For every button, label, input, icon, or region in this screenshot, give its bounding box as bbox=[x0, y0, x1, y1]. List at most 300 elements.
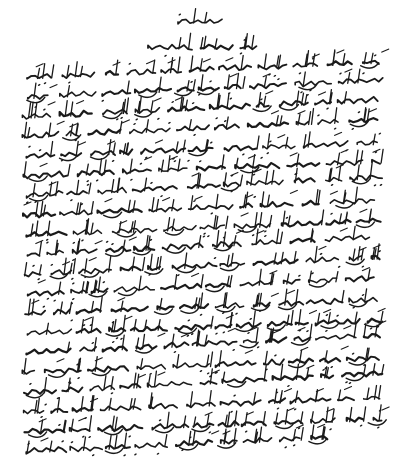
nib-stroke bbox=[271, 293, 278, 296]
manuscript-line-19 bbox=[274, 420, 302, 424]
nib-stroke bbox=[245, 350, 252, 353]
alif-stroke bbox=[120, 121, 122, 133]
ink-dot bbox=[317, 114, 320, 117]
manuscript-line-16 bbox=[173, 363, 209, 368]
ink-dot bbox=[199, 160, 202, 163]
manuscript-line-15 bbox=[193, 341, 237, 346]
manuscript-line-18 bbox=[24, 410, 44, 414]
manuscript-line-17 bbox=[222, 378, 266, 383]
alif-stroke bbox=[154, 371, 156, 387]
ink-dot bbox=[96, 179, 99, 182]
alif-stroke bbox=[57, 398, 59, 413]
alif-stroke bbox=[342, 291, 344, 303]
nib-stroke bbox=[370, 109, 377, 112]
ink-dot bbox=[50, 263, 53, 266]
manuscript-line-20 bbox=[311, 436, 327, 439]
alif-stroke bbox=[234, 236, 236, 246]
ink-dot bbox=[338, 265, 341, 268]
manuscript-line-3 bbox=[315, 100, 331, 105]
alif-stroke bbox=[201, 75, 203, 91]
manuscript-line-18 bbox=[73, 408, 93, 412]
manuscript-line-2 bbox=[295, 81, 331, 87]
ink-dot bbox=[326, 107, 329, 110]
alif-stroke bbox=[379, 386, 381, 399]
alif-stroke bbox=[115, 417, 117, 430]
ink-dot bbox=[336, 314, 339, 317]
alif-stroke bbox=[361, 151, 363, 164]
nib-stroke bbox=[341, 150, 348, 153]
alif-stroke bbox=[240, 175, 242, 186]
manuscript-line-20 bbox=[135, 443, 167, 448]
alif-stroke bbox=[139, 276, 141, 290]
nib-stroke bbox=[340, 228, 347, 231]
ink-dot bbox=[173, 160, 176, 163]
ink-dot bbox=[379, 184, 382, 187]
nib-stroke bbox=[79, 142, 86, 145]
alif-stroke bbox=[373, 134, 375, 145]
manuscript-line-15 bbox=[316, 334, 356, 339]
ink-dot bbox=[68, 81, 71, 84]
manuscript-line-19 bbox=[311, 418, 335, 423]
alif-stroke bbox=[365, 289, 367, 302]
ink-dot bbox=[298, 72, 301, 75]
ink-dot bbox=[230, 410, 233, 413]
ink-dot bbox=[58, 424, 61, 427]
manuscript-line-1 bbox=[190, 67, 214, 72]
manuscript-line-13 bbox=[112, 307, 148, 312]
ink-dot bbox=[91, 342, 94, 345]
ink-dot bbox=[187, 319, 190, 322]
manuscript-line-19 bbox=[152, 424, 188, 430]
manuscript-line-8 bbox=[149, 208, 181, 212]
ink-dot bbox=[88, 436, 91, 439]
manuscript-line-11 bbox=[306, 257, 338, 262]
alif-stroke bbox=[75, 62, 77, 77]
nib-stroke bbox=[203, 59, 210, 62]
alif-stroke bbox=[270, 216, 272, 227]
manuscript-line-12 bbox=[161, 284, 201, 289]
alif-stroke bbox=[381, 312, 383, 323]
ink-dot bbox=[81, 239, 84, 242]
ink-dot bbox=[264, 235, 267, 238]
ink-dot bbox=[128, 435, 131, 438]
nib-stroke bbox=[382, 407, 389, 410]
alif-stroke bbox=[150, 254, 152, 270]
ink-dot bbox=[134, 453, 137, 456]
manuscript-line-1 bbox=[258, 65, 286, 70]
ink-dot bbox=[29, 383, 32, 386]
manuscript-line-9 bbox=[200, 225, 224, 229]
ink-dot bbox=[285, 216, 288, 219]
ink-dot bbox=[361, 265, 364, 268]
manuscript-line-16 bbox=[289, 359, 313, 363]
manuscript-line-3 bbox=[210, 104, 250, 109]
alif-stroke bbox=[348, 73, 350, 84]
alif-stroke bbox=[357, 165, 359, 180]
manuscript-line-5 bbox=[91, 151, 115, 155]
manuscript-line-1 bbox=[127, 69, 155, 74]
manuscript-line-7 bbox=[133, 186, 177, 192]
alif-stroke bbox=[178, 57, 180, 72]
ink-dot bbox=[173, 351, 176, 354]
manuscript-line-6 bbox=[372, 160, 380, 164]
ink-dot bbox=[101, 99, 104, 102]
ink-dot bbox=[86, 180, 89, 183]
nib-stroke bbox=[360, 209, 367, 212]
manuscript-line-14 bbox=[268, 322, 292, 327]
alif-stroke bbox=[264, 54, 266, 68]
alif-stroke bbox=[126, 98, 128, 113]
alif-stroke bbox=[381, 149, 383, 163]
alif-stroke bbox=[227, 93, 229, 108]
alif-stroke bbox=[73, 259, 75, 274]
alif-stroke bbox=[266, 171, 268, 184]
invocation-handwriting bbox=[201, 45, 233, 50]
nib-stroke bbox=[147, 61, 154, 64]
alif-stroke bbox=[227, 75, 229, 89]
manuscript-line-1 bbox=[328, 61, 352, 65]
alif-stroke bbox=[201, 293, 203, 308]
alif-stroke bbox=[68, 164, 70, 175]
alif-stroke bbox=[114, 320, 116, 332]
ink-dot bbox=[70, 199, 73, 202]
manuscript-line-18 bbox=[338, 397, 354, 400]
ink-dot bbox=[330, 366, 333, 369]
manuscript-line-11 bbox=[121, 267, 141, 271]
nib-stroke bbox=[118, 298, 125, 301]
nib-stroke bbox=[129, 237, 136, 240]
ink-dot bbox=[158, 419, 161, 422]
ink-dot bbox=[293, 444, 296, 447]
alif-stroke bbox=[195, 298, 197, 309]
ink-dot bbox=[351, 128, 354, 131]
nib-stroke bbox=[378, 309, 385, 312]
alif-stroke bbox=[326, 407, 328, 422]
manuscript-line-5 bbox=[304, 141, 348, 148]
manuscript-line-8 bbox=[330, 199, 374, 204]
ink-dot bbox=[40, 416, 43, 419]
alif-stroke bbox=[131, 222, 133, 233]
ink-dot bbox=[330, 184, 333, 187]
bowl-stroke bbox=[181, 308, 199, 313]
alif-stroke bbox=[277, 229, 279, 243]
alif-stroke bbox=[265, 351, 267, 364]
manuscript-line-5 bbox=[225, 146, 257, 151]
alif-stroke bbox=[354, 324, 356, 338]
nib-stroke bbox=[95, 241, 102, 244]
ink-dot bbox=[207, 372, 210, 375]
nib-stroke bbox=[158, 333, 165, 336]
manuscript-line-8 bbox=[261, 202, 293, 207]
manuscript-line-3 bbox=[22, 114, 50, 120]
manuscript-line-6 bbox=[327, 160, 363, 165]
nib-stroke bbox=[310, 311, 317, 314]
nib-stroke bbox=[285, 389, 292, 392]
alif-stroke bbox=[344, 92, 346, 103]
manuscript-line-2 bbox=[250, 83, 286, 89]
manuscript-line-16 bbox=[320, 358, 340, 363]
manuscript-line-6 bbox=[123, 169, 151, 174]
nib-stroke bbox=[32, 300, 39, 303]
alif-stroke bbox=[243, 77, 245, 89]
manuscript-line-14 bbox=[216, 325, 232, 329]
alif-stroke bbox=[133, 221, 135, 232]
alif-stroke bbox=[113, 143, 115, 155]
manuscript-line-15 bbox=[364, 334, 380, 338]
ink-dot bbox=[156, 452, 159, 455]
manuscript-line-12 bbox=[284, 280, 300, 284]
alif-stroke bbox=[112, 180, 114, 193]
nib-stroke bbox=[195, 196, 202, 199]
alif-stroke bbox=[252, 36, 254, 50]
alif-stroke bbox=[297, 91, 299, 105]
alif-stroke bbox=[91, 202, 93, 214]
alif-stroke bbox=[364, 407, 366, 421]
ink-dot bbox=[329, 428, 332, 431]
alif-stroke bbox=[46, 323, 48, 334]
nib-stroke bbox=[50, 85, 57, 88]
manuscript-line-20 bbox=[280, 437, 300, 441]
ink-dot bbox=[325, 330, 328, 333]
manuscript-line-6 bbox=[159, 168, 187, 171]
alif-stroke bbox=[39, 242, 41, 256]
ink-dot bbox=[322, 368, 325, 371]
manuscript-line-15 bbox=[244, 340, 256, 343]
bowl-stroke bbox=[103, 113, 121, 118]
alif-stroke bbox=[27, 441, 29, 453]
ink-dot bbox=[111, 243, 114, 246]
nib-stroke bbox=[89, 258, 96, 261]
ink-dot bbox=[277, 78, 280, 81]
ink-dot bbox=[207, 235, 210, 238]
alif-stroke bbox=[89, 416, 91, 431]
ink-dot bbox=[284, 446, 287, 449]
manuscript-line-17 bbox=[342, 372, 382, 377]
alif-stroke bbox=[65, 101, 67, 117]
nib-stroke bbox=[122, 120, 129, 123]
alif-stroke bbox=[191, 196, 193, 210]
ink-dot bbox=[44, 403, 47, 406]
nib-stroke bbox=[79, 418, 86, 421]
ink-dot bbox=[306, 330, 309, 333]
nib-stroke bbox=[70, 124, 77, 127]
ink-dot bbox=[72, 241, 75, 244]
manuscript-line-4 bbox=[248, 122, 288, 127]
manuscript-line-20 bbox=[70, 446, 102, 451]
ink-dot bbox=[209, 80, 212, 83]
alif-stroke bbox=[358, 247, 360, 260]
manuscript-line-18 bbox=[51, 409, 67, 413]
bowl-stroke bbox=[167, 248, 185, 253]
manuscript-line-8 bbox=[189, 205, 233, 209]
manuscript-line-18 bbox=[101, 406, 141, 410]
ink-dot bbox=[229, 97, 232, 100]
alif-stroke bbox=[301, 428, 303, 441]
bowl-stroke bbox=[336, 203, 354, 208]
invocation-handwriting bbox=[148, 45, 192, 50]
manuscript-line-13 bbox=[54, 309, 70, 314]
alif-stroke bbox=[190, 392, 192, 407]
nib-stroke bbox=[156, 140, 163, 143]
ink-dot bbox=[38, 149, 41, 152]
manuscript-line-13 bbox=[307, 299, 343, 304]
manuscript-line-5 bbox=[61, 153, 81, 157]
ink-dot bbox=[164, 54, 167, 57]
manuscript-line-19 bbox=[70, 428, 90, 432]
nib-stroke bbox=[382, 49, 389, 52]
ink-dot bbox=[369, 327, 372, 330]
ink-dot bbox=[361, 294, 364, 297]
ink-dot bbox=[257, 346, 260, 349]
alif-stroke bbox=[76, 141, 78, 156]
ink-dot bbox=[37, 278, 40, 281]
manuscript-line-8 bbox=[98, 209, 142, 214]
alif-stroke bbox=[64, 258, 66, 274]
alif-stroke bbox=[76, 203, 78, 215]
ink-dot bbox=[348, 382, 351, 385]
manuscript-line-15 bbox=[27, 349, 71, 355]
manuscript-line-18 bbox=[149, 404, 177, 409]
alif-stroke bbox=[361, 249, 363, 260]
ink-dot bbox=[92, 454, 95, 457]
alif-stroke bbox=[28, 299, 30, 315]
nib-stroke bbox=[36, 64, 43, 67]
alif-stroke bbox=[315, 247, 317, 263]
manuscript-line-6 bbox=[287, 163, 319, 167]
alif-stroke bbox=[151, 101, 153, 112]
ink-dot bbox=[210, 141, 213, 144]
ink-dot bbox=[72, 282, 75, 285]
ink-dot bbox=[128, 62, 131, 65]
alif-stroke bbox=[336, 272, 338, 282]
ink-dot bbox=[112, 341, 115, 344]
ink-dot bbox=[177, 274, 180, 277]
ink-dot bbox=[171, 101, 174, 104]
alif-stroke bbox=[211, 352, 213, 367]
ink-dot bbox=[203, 232, 206, 235]
ink-dot bbox=[213, 257, 216, 260]
manuscript-line-7 bbox=[188, 185, 220, 189]
alif-stroke bbox=[339, 166, 341, 181]
nib-stroke bbox=[228, 328, 235, 331]
ink-dot bbox=[102, 281, 105, 284]
ink-dot bbox=[43, 108, 46, 111]
bowl-stroke bbox=[310, 282, 328, 287]
ink-dot bbox=[215, 117, 218, 120]
alif-stroke bbox=[201, 275, 203, 288]
ink-dot bbox=[273, 74, 276, 77]
nib-stroke bbox=[266, 91, 273, 94]
nib-stroke bbox=[344, 326, 351, 329]
ink-dot bbox=[377, 426, 380, 429]
alif-stroke bbox=[37, 398, 39, 413]
nib-stroke bbox=[105, 199, 112, 202]
manuscript-line-8 bbox=[23, 213, 55, 218]
nib-stroke bbox=[319, 92, 326, 95]
nib-stroke bbox=[38, 280, 45, 283]
alif-stroke bbox=[264, 77, 266, 88]
ink-dot bbox=[325, 314, 328, 317]
ink-dot bbox=[232, 349, 235, 352]
manuscript-line-20 bbox=[244, 438, 272, 443]
nib-stroke bbox=[77, 101, 84, 104]
ink-dot bbox=[157, 117, 160, 120]
manuscript-line-13 bbox=[180, 304, 208, 308]
alif-stroke bbox=[152, 198, 154, 212]
alif-stroke bbox=[364, 323, 366, 337]
ink-dot bbox=[111, 160, 114, 163]
nib-stroke bbox=[48, 102, 55, 105]
manuscript-line-13 bbox=[77, 309, 101, 314]
ink-dot bbox=[160, 195, 163, 198]
nib-stroke bbox=[57, 121, 64, 124]
bowl-stroke bbox=[321, 323, 339, 328]
nib-stroke bbox=[158, 372, 165, 375]
ink-dot bbox=[135, 118, 138, 121]
ink-dot bbox=[359, 424, 362, 427]
alif-stroke bbox=[116, 60, 118, 75]
ink-dot bbox=[120, 337, 123, 340]
manuscript-line-4 bbox=[89, 129, 121, 134]
alif-stroke bbox=[339, 390, 341, 401]
manuscript-line-10 bbox=[28, 253, 40, 256]
manuscript-line-10 bbox=[325, 236, 369, 242]
manuscript-line-11 bbox=[254, 259, 298, 265]
nib-stroke bbox=[278, 135, 285, 138]
alif-stroke bbox=[264, 366, 266, 382]
ink-dot bbox=[199, 313, 202, 316]
alif-stroke bbox=[25, 263, 27, 276]
nib-stroke bbox=[290, 190, 297, 193]
bowl-stroke bbox=[91, 154, 109, 159]
manuscript-line-12 bbox=[346, 276, 374, 281]
manuscript-line-13 bbox=[349, 298, 377, 303]
alif-stroke bbox=[184, 416, 186, 428]
manuscript-line-3 bbox=[338, 97, 378, 104]
ink-dot bbox=[235, 312, 238, 315]
nib-stroke bbox=[192, 273, 199, 276]
ink-dot bbox=[70, 319, 73, 322]
alif-stroke bbox=[309, 112, 311, 125]
manuscript-line-17 bbox=[201, 381, 217, 384]
ink-dot bbox=[110, 392, 113, 395]
ink-dot bbox=[274, 354, 277, 357]
ink-dot bbox=[61, 440, 64, 443]
nib-stroke bbox=[287, 408, 294, 411]
manuscript-line-7 bbox=[224, 182, 240, 186]
ink-dot bbox=[53, 299, 56, 302]
ink-dot bbox=[352, 352, 355, 355]
ink-dot bbox=[319, 253, 322, 256]
manuscript-line-19 bbox=[25, 429, 65, 434]
ink-dot bbox=[373, 184, 376, 187]
alif-stroke bbox=[230, 276, 232, 287]
manuscript-line-6 bbox=[197, 166, 225, 170]
ink-dot bbox=[72, 298, 75, 301]
manuscript-line-14 bbox=[175, 325, 211, 330]
ink-dot bbox=[357, 111, 360, 114]
ink-dot bbox=[193, 134, 196, 137]
nib-stroke bbox=[192, 173, 199, 176]
alif-stroke bbox=[189, 33, 191, 49]
alif-stroke bbox=[134, 373, 136, 388]
alif-stroke bbox=[25, 122, 27, 138]
alif-stroke bbox=[301, 412, 303, 424]
manuscript-line-7 bbox=[350, 175, 382, 180]
ink-dot bbox=[46, 297, 49, 300]
ink-dot bbox=[249, 318, 252, 321]
nib-stroke bbox=[270, 271, 277, 274]
